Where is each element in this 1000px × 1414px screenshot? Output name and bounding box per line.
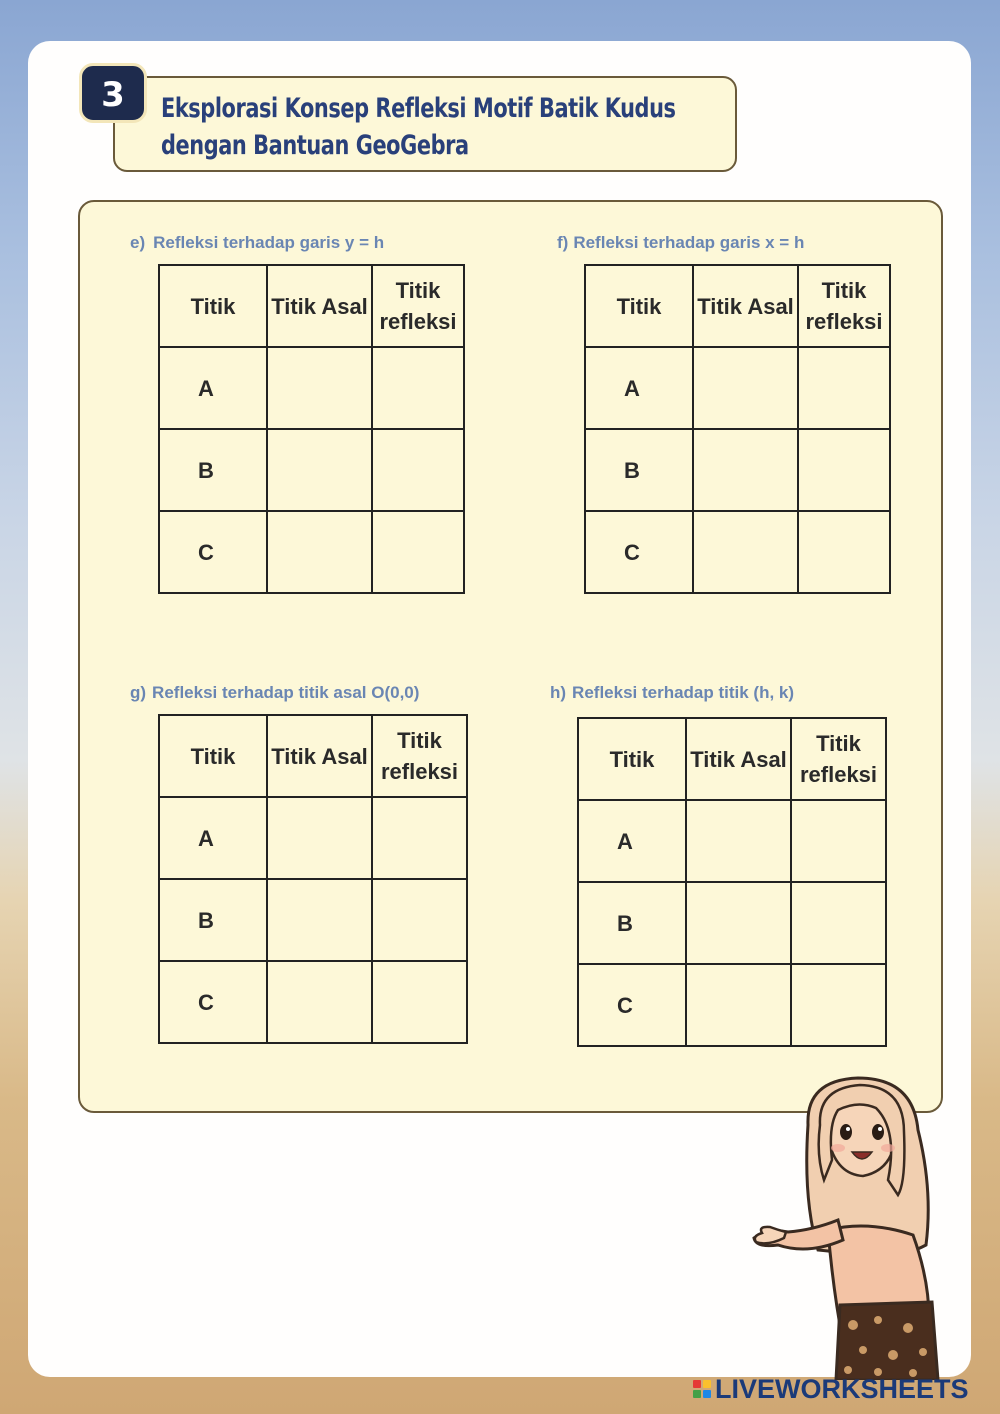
input-cell-asal-c[interactable] xyxy=(686,964,791,1046)
exercise-h-letter: h) xyxy=(550,683,567,702)
header-titik-asal: Titik Asal xyxy=(267,715,372,797)
exercise-g-title: Refleksi terhadap titik asal O(0,0) xyxy=(152,683,420,702)
row-label-c: C xyxy=(159,961,267,1043)
input-cell-asal-a[interactable] xyxy=(686,800,791,882)
exercise-g-label xyxy=(130,683,419,703)
liveworksheets-logo-icon xyxy=(693,1380,711,1398)
input-cell-refleksi-b[interactable] xyxy=(372,879,467,961)
section-title-line-2: dengan Bantuan GeoGebra xyxy=(161,130,469,161)
exercise-f-label xyxy=(557,233,804,253)
section-number-badge: 3 xyxy=(79,63,147,123)
reflection-table-g xyxy=(158,714,468,1044)
section-title-box xyxy=(113,76,737,172)
exercise-h-title: Refleksi terhadap titik (h, k) xyxy=(572,683,795,702)
header-titik-refleksi: Titik refleksi xyxy=(372,265,464,347)
header-titik-asal: Titik Asal xyxy=(267,265,372,347)
input-cell-refleksi-c[interactable] xyxy=(372,511,464,593)
exercise-g-letter: g) xyxy=(130,683,147,702)
input-cell-asal-c[interactable] xyxy=(267,511,372,593)
input-cell-asal-c[interactable] xyxy=(693,511,798,593)
input-cell-refleksi-c[interactable] xyxy=(798,511,890,593)
reflection-table-f xyxy=(584,264,891,594)
row-label-b: B xyxy=(159,429,267,511)
row-label-c: C xyxy=(578,964,686,1046)
exercise-e-title: Refleksi terhadap garis y = h xyxy=(153,233,385,252)
row-label-a: A xyxy=(159,347,267,429)
liveworksheets-brand-text: LIVEWORKSHEETS xyxy=(715,1373,969,1404)
input-cell-refleksi-b[interactable] xyxy=(791,882,886,964)
exercise-f-letter: f) xyxy=(557,233,569,252)
header-titik-refleksi: Titik refleksi xyxy=(372,715,467,797)
input-cell-refleksi-b[interactable] xyxy=(798,429,890,511)
header-titik-asal: Titik Asal xyxy=(693,265,798,347)
row-label-a: A xyxy=(585,347,693,429)
input-cell-asal-b[interactable] xyxy=(686,882,791,964)
input-cell-refleksi-a[interactable] xyxy=(798,347,890,429)
row-label-b: B xyxy=(159,879,267,961)
logo-block-green xyxy=(693,1390,701,1398)
header-titik-refleksi: Titik refleksi xyxy=(798,265,890,347)
exercise-h-label xyxy=(550,683,794,703)
input-cell-refleksi-a[interactable] xyxy=(372,347,464,429)
logo-block-yellow xyxy=(703,1380,711,1388)
header-titik: Titik xyxy=(585,265,693,347)
exercise-e-letter: e) xyxy=(130,233,146,252)
input-cell-asal-b[interactable] xyxy=(267,429,372,511)
section-title-line-1: Eksplorasi Konsep Refleksi Motif Batik Kudus xyxy=(161,93,676,124)
exercise-e-label xyxy=(130,233,384,253)
row-label-c: C xyxy=(585,511,693,593)
logo-block-blue xyxy=(703,1390,711,1398)
liveworksheets-logo xyxy=(693,1373,969,1404)
header-titik: Titik xyxy=(159,265,267,347)
row-label-b: B xyxy=(578,882,686,964)
girl-character-illustration xyxy=(748,1070,953,1380)
input-cell-refleksi-a[interactable] xyxy=(372,797,467,879)
input-cell-asal-a[interactable] xyxy=(267,797,372,879)
input-cell-refleksi-c[interactable] xyxy=(372,961,467,1043)
row-label-c: C xyxy=(159,511,267,593)
input-cell-refleksi-a[interactable] xyxy=(791,800,886,882)
header-titik-refleksi: Titik refleksi xyxy=(791,718,886,800)
input-cell-asal-b[interactable] xyxy=(267,879,372,961)
logo-block-red xyxy=(693,1380,701,1388)
row-label-a: A xyxy=(159,797,267,879)
reflection-table-h xyxy=(577,717,887,1047)
input-cell-refleksi-c[interactable] xyxy=(791,964,886,1046)
reflection-table-e xyxy=(158,264,465,594)
exercise-f-title: Refleksi terhadap garis x = h xyxy=(573,233,805,252)
header-titik-asal: Titik Asal xyxy=(686,718,791,800)
header-titik: Titik xyxy=(578,718,686,800)
row-label-a: A xyxy=(578,800,686,882)
input-cell-asal-a[interactable] xyxy=(693,347,798,429)
row-label-b: B xyxy=(585,429,693,511)
input-cell-asal-b[interactable] xyxy=(693,429,798,511)
header-titik: Titik xyxy=(159,715,267,797)
input-cell-asal-a[interactable] xyxy=(267,347,372,429)
input-cell-refleksi-b[interactable] xyxy=(372,429,464,511)
input-cell-asal-c[interactable] xyxy=(267,961,372,1043)
